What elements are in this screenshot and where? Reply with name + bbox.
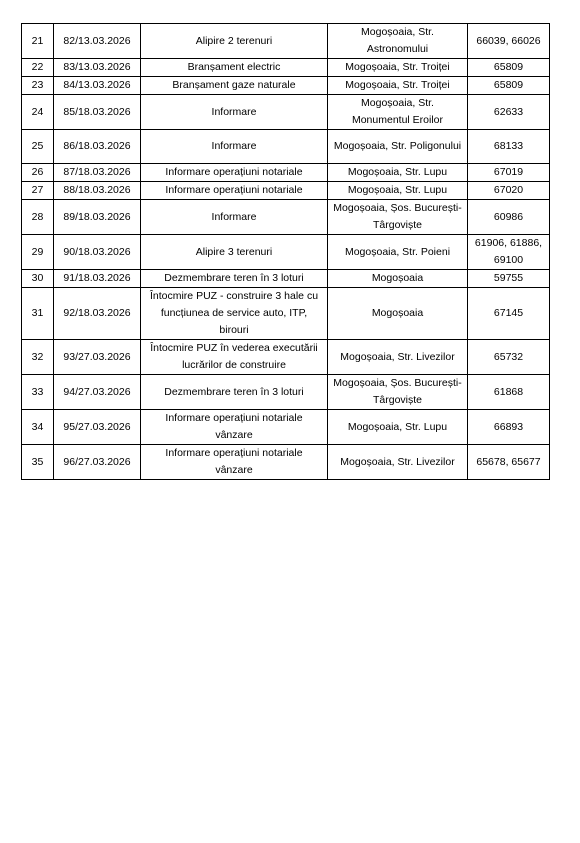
parcel-number-cell: 65732 — [468, 340, 550, 375]
registry-table — [21, 23, 550, 480]
address-cell: Mogoșoaia, Șos. București- Târgoviște — [328, 375, 468, 410]
table-row — [22, 24, 550, 59]
table-row — [22, 59, 550, 77]
table-row — [22, 164, 550, 182]
table-row — [22, 77, 550, 95]
parcel-number-cell: 62633 — [468, 95, 550, 130]
parcel-number-cell: 66039, 66026 — [468, 24, 550, 59]
row-number-cell: 35 — [22, 445, 54, 480]
registration-date-cell: 95/27.03.2026 — [54, 410, 141, 445]
table-row — [22, 270, 550, 288]
address-cell: Mogoșoaia, Str. Poligonului — [328, 130, 468, 164]
address-cell: Mogoșoaia, Str. Monumentul Eroilor — [328, 95, 468, 130]
registration-date-cell: 82/13.03.2026 — [54, 24, 141, 59]
row-number-cell: 28 — [22, 200, 54, 235]
address-cell: Mogoșoaia, Str. Lupu — [328, 410, 468, 445]
row-number-cell: 22 — [22, 59, 54, 77]
parcel-number-cell: 67019 — [468, 164, 550, 182]
subject-cell: Alipire 2 terenuri — [141, 24, 328, 59]
table-row — [22, 445, 550, 480]
registration-date-cell: 91/18.03.2026 — [54, 270, 141, 288]
row-number-cell: 26 — [22, 164, 54, 182]
subject-cell: Informare operațiuni notariale — [141, 164, 328, 182]
registration-date-cell: 90/18.03.2026 — [54, 235, 141, 270]
parcel-number-cell: 66893 — [468, 410, 550, 445]
row-number-cell: 31 — [22, 288, 54, 340]
table-row — [22, 235, 550, 270]
subject-cell: Alipire 3 terenuri — [141, 235, 328, 270]
registration-date-cell: 96/27.03.2026 — [54, 445, 141, 480]
subject-cell: Informare operațiuni notariale vânzare — [141, 445, 328, 480]
registration-date-cell: 94/27.03.2026 — [54, 375, 141, 410]
address-cell: Mogoșoaia, Str. Troiței — [328, 59, 468, 77]
parcel-number-cell: 67145 — [468, 288, 550, 340]
address-cell: Mogoșoaia — [328, 288, 468, 340]
address-cell: Mogoșoaia, Str. Lupu — [328, 164, 468, 182]
parcel-number-cell: 60986 — [468, 200, 550, 235]
table-row — [22, 288, 550, 340]
address-cell: Mogoșoaia, Str. Livezilor — [328, 340, 468, 375]
registration-date-cell: 87/18.03.2026 — [54, 164, 141, 182]
row-number-cell: 32 — [22, 340, 54, 375]
subject-cell: Dezmembrare teren în 3 loturi — [141, 270, 328, 288]
row-number-cell: 25 — [22, 130, 54, 164]
address-cell: Mogoșoaia, Str. Lupu — [328, 182, 468, 200]
registration-date-cell: 92/18.03.2026 — [54, 288, 141, 340]
parcel-number-cell: 68133 — [468, 130, 550, 164]
address-cell: Mogoșoaia, Str. Livezilor — [328, 445, 468, 480]
table-row — [22, 375, 550, 410]
parcel-number-cell: 61868 — [468, 375, 550, 410]
registration-date-cell: 93/27.03.2026 — [54, 340, 141, 375]
row-number-cell: 27 — [22, 182, 54, 200]
subject-cell: Întocmire PUZ - construire 3 hale cu funcțiunea de service auto, ITP, birouri — [141, 288, 328, 340]
registration-date-cell: 84/13.03.2026 — [54, 77, 141, 95]
registration-date-cell: 83/13.03.2026 — [54, 59, 141, 77]
parcel-number-cell: 59755 — [468, 270, 550, 288]
row-number-cell: 30 — [22, 270, 54, 288]
address-cell: Mogoșoaia, Str. Astronomului — [328, 24, 468, 59]
table-row — [22, 130, 550, 164]
registration-date-cell: 89/18.03.2026 — [54, 200, 141, 235]
address-cell: Mogoșoaia, Str. Troiței — [328, 77, 468, 95]
registration-date-cell: 85/18.03.2026 — [54, 95, 141, 130]
subject-cell: Informare — [141, 95, 328, 130]
row-number-cell: 34 — [22, 410, 54, 445]
subject-cell: Branșament electric — [141, 59, 328, 77]
registration-date-cell: 88/18.03.2026 — [54, 182, 141, 200]
parcel-number-cell: 61906, 61886, 69100 — [468, 235, 550, 270]
row-number-cell: 33 — [22, 375, 54, 410]
table-row — [22, 340, 550, 375]
registration-date-cell: 86/18.03.2026 — [54, 130, 141, 164]
table-row — [22, 200, 550, 235]
subject-cell: Informare operațiuni notariale — [141, 182, 328, 200]
row-number-cell: 29 — [22, 235, 54, 270]
table-row — [22, 410, 550, 445]
parcel-number-cell: 65678, 65677 — [468, 445, 550, 480]
subject-cell: Întocmire PUZ în vederea executării lucrărilor de construire — [141, 340, 328, 375]
parcel-number-cell: 65809 — [468, 77, 550, 95]
subject-cell: Informare — [141, 200, 328, 235]
address-cell: Mogoșoaia, Str. Poieni — [328, 235, 468, 270]
subject-cell: Dezmembrare teren în 3 loturi — [141, 375, 328, 410]
table-row — [22, 95, 550, 130]
table-row — [22, 182, 550, 200]
subject-cell: Branșament gaze naturale — [141, 77, 328, 95]
row-number-cell: 23 — [22, 77, 54, 95]
row-number-cell: 21 — [22, 24, 54, 59]
parcel-number-cell: 67020 — [468, 182, 550, 200]
subject-cell: Informare operațiuni notariale vânzare — [141, 410, 328, 445]
address-cell: Mogoșoaia — [328, 270, 468, 288]
row-number-cell: 24 — [22, 95, 54, 130]
subject-cell: Informare — [141, 130, 328, 164]
address-cell: Mogoșoaia, Șos. București- Târgoviște — [328, 200, 468, 235]
parcel-number-cell: 65809 — [468, 59, 550, 77]
